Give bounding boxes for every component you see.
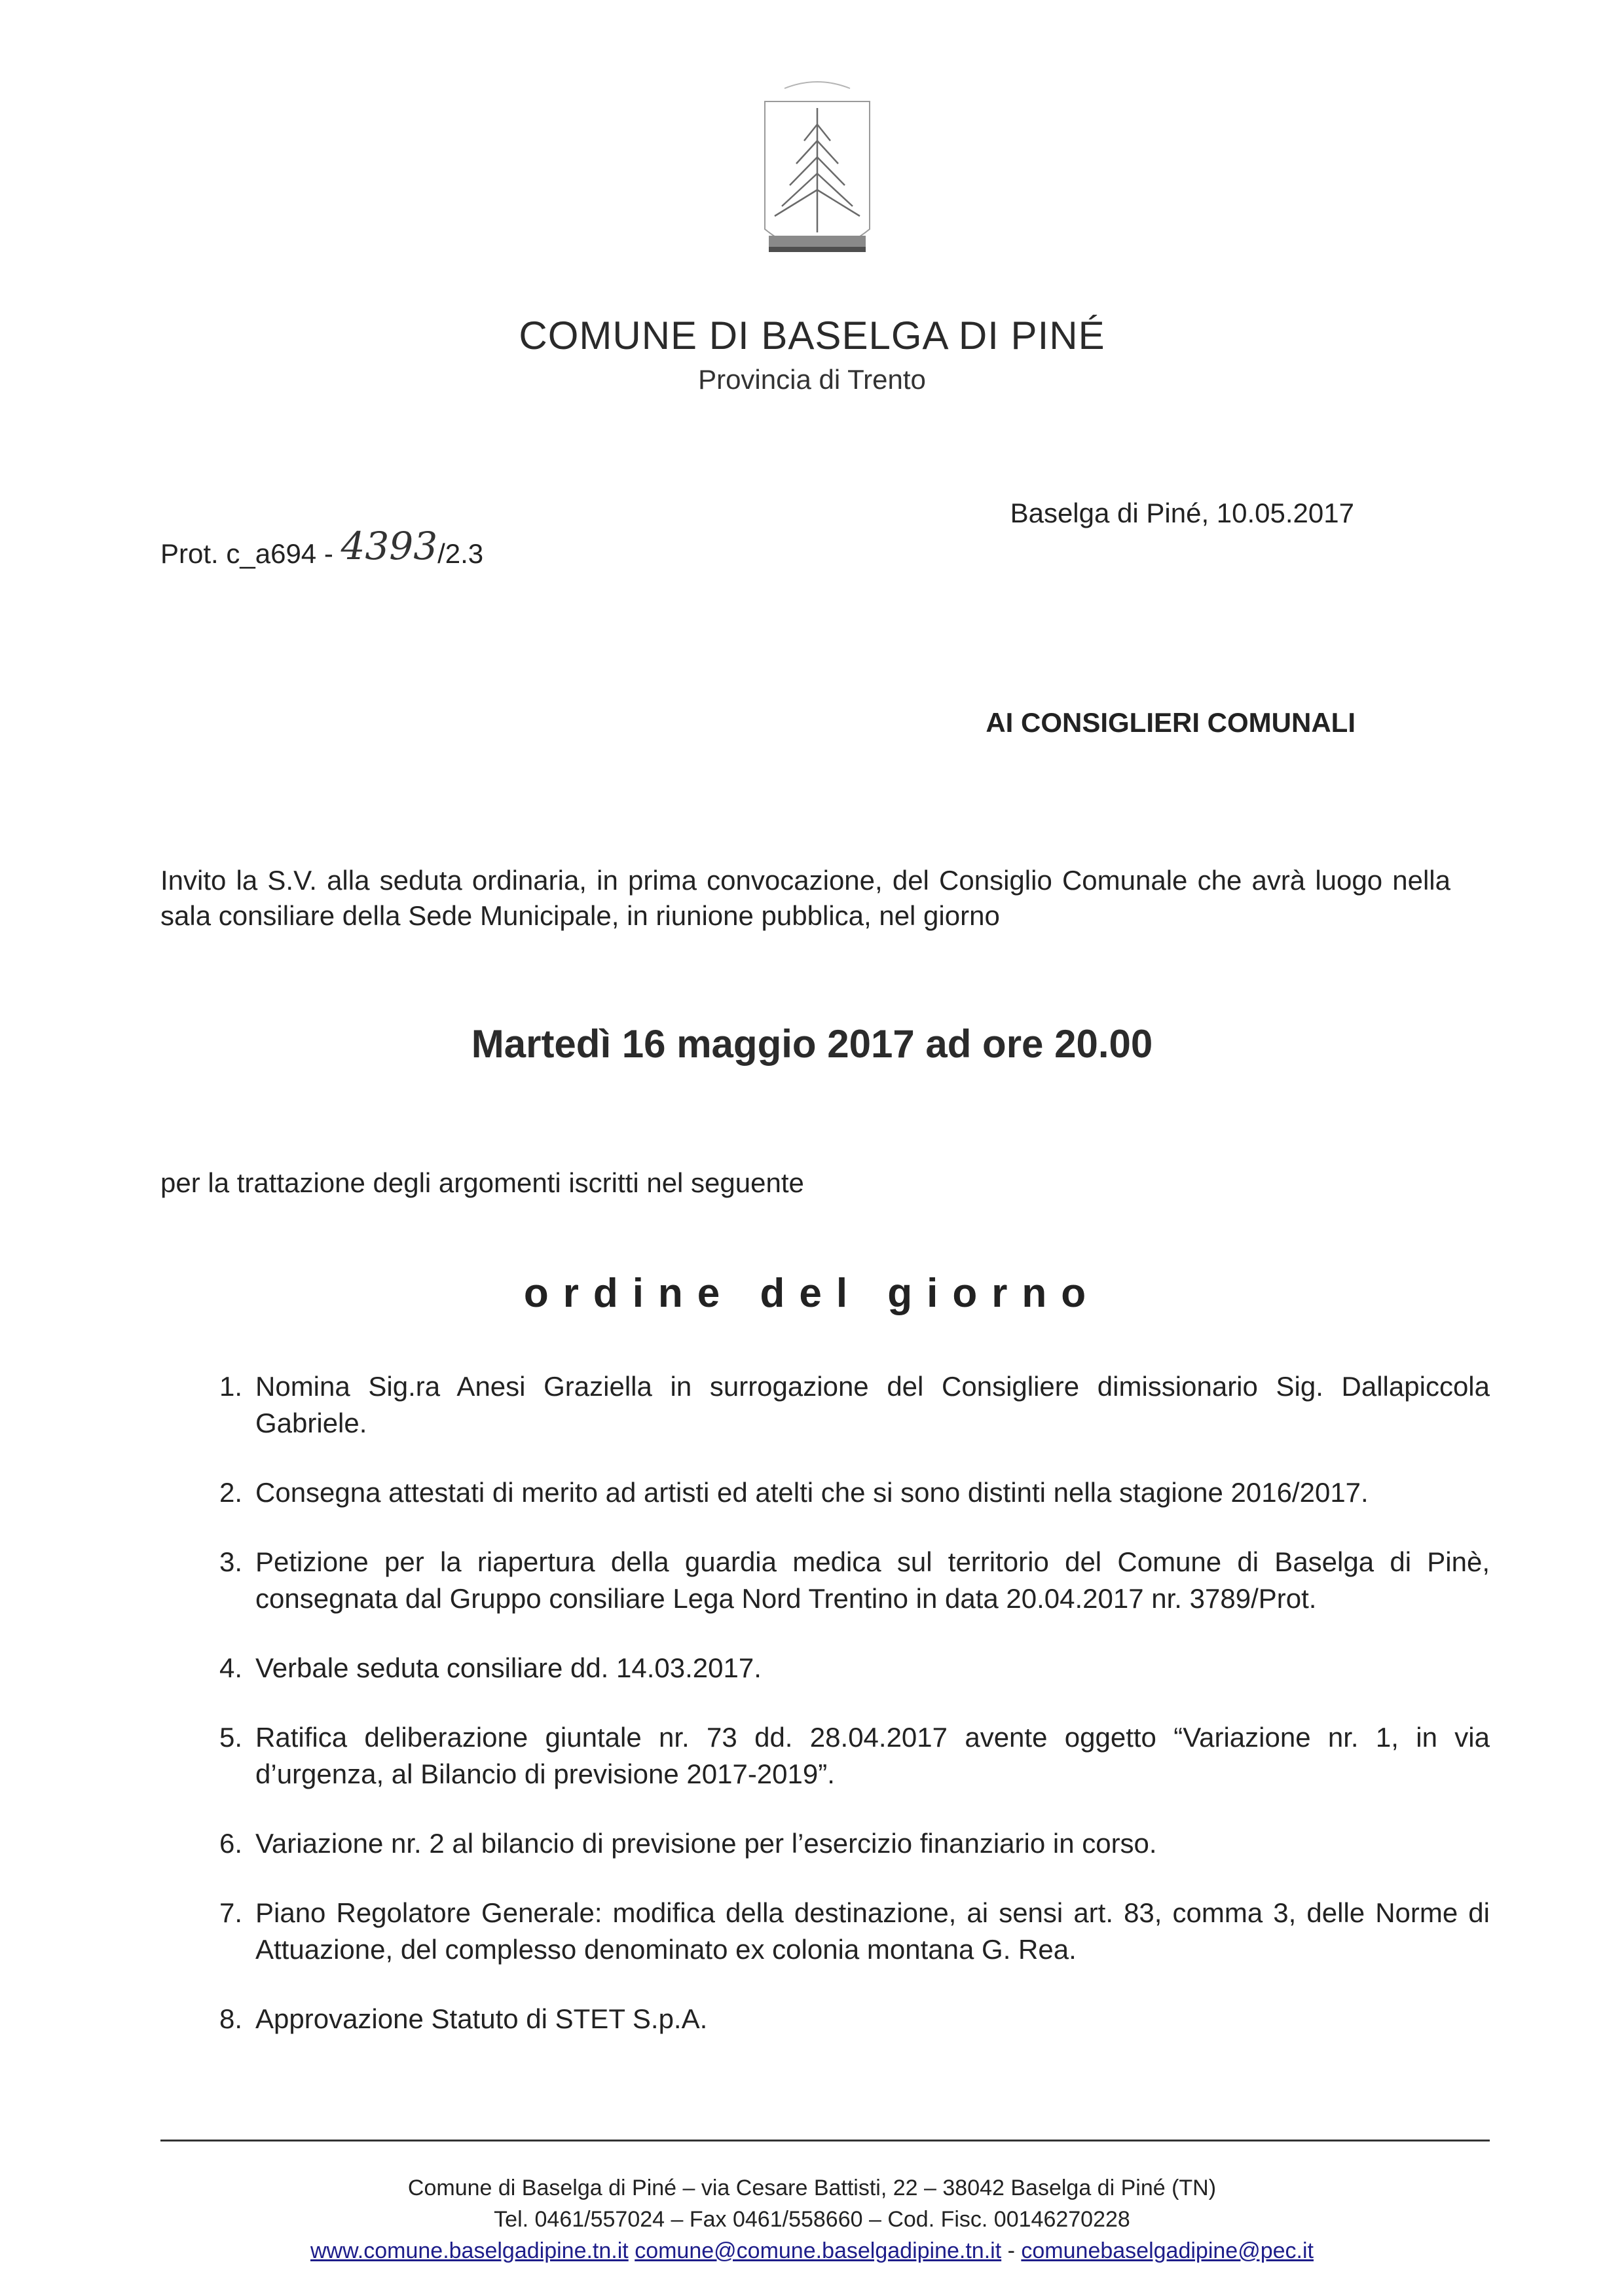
footer-separator: -: [1001, 2238, 1022, 2263]
protocol-handwritten-number: 4393: [341, 524, 438, 568]
place-date: Baselga di Piné, 10.05.2017: [1010, 498, 1354, 528]
invitation-paragraph: Invito la S.V. alla seduta ordinaria, in prima convocazione, del Consiglio Comunale che avrà luogo nella sala consiliare della Sede Municipale, in riunione pubblica, nel giorno: [160, 865, 1450, 931]
agenda-item: [200, 1895, 1490, 1968]
agenda-item-number: 2.: [219, 1477, 242, 1508]
invitation-text: [160, 863, 1450, 934]
agenda-list: [200, 1368, 1490, 2070]
agenda-item-text: Piano Regolatore Generale: modifica della destinazione, ai sensi art. 83, comma 3, delle Norme di Attuazione, del complesso denominato ex colonia montana G. Rea.: [255, 1897, 1490, 1965]
agenda-heading: ordine del giorno: [523, 1271, 1101, 1316]
province-name: Provincia di Trento: [698, 364, 926, 395]
recipients: AI CONSIGLIERI COMUNALI: [986, 707, 1356, 738]
agenda-item-text: Nomina Sig.ra Anesi Graziella in surrogazione del Consigliere dimissionario Sig. Dallapiccola Gabriele.: [255, 1371, 1490, 1438]
agenda-item-number: 3.: [219, 1546, 242, 1577]
protocol-number: [160, 524, 484, 572]
agenda-item-text: Petizione per la riapertura della guardia medica sul territorio del Comune di Baselga di Pinè, consegnata dal Gruppo consiliare Lega Nord Trentino in data 20.04.2017 nr. 3789/Prot.: [255, 1546, 1490, 1614]
coat-of-arms-tree-icon: [739, 75, 896, 278]
agenda-item-text: Variazione nr. 2 al bilancio di previsione per l’esercizio finanziario in corso.: [255, 1828, 1157, 1859]
agenda-item-text: Verbale seduta consiliare dd. 14.03.2017.: [255, 1652, 762, 1683]
agenda-item: [200, 1719, 1490, 1793]
footer-divider: [160, 2140, 1490, 2141]
agenda-item-number: 1.: [219, 1371, 242, 1402]
agenda-item-text: Approvazione Statuto di STET S.p.A.: [255, 2003, 708, 2034]
footer-contacts: Tel. 0461/557024 – Fax 0461/558660 – Cod. Fisc. 00146270228: [494, 2207, 1130, 2232]
municipality-name: COMUNE DI BASELGA DI PINÉ: [519, 314, 1105, 357]
agenda-item: [200, 2001, 1490, 2037]
agenda-item: [200, 1368, 1490, 1442]
website-link[interactable]: www.comune.baselgadipine.tn.it: [310, 2238, 629, 2263]
agenda-item-text: Consegna attestati di merito ad artisti ed atelti che si sono distinti nella stagione 2016/2017.: [255, 1477, 1369, 1508]
protocol-suffix: /2.3: [437, 538, 484, 569]
agenda-item: [200, 1650, 1490, 1686]
agenda-item-number: 7.: [219, 1897, 242, 1928]
agenda-item: [200, 1544, 1490, 1617]
meeting-date: Martedì 16 maggio 2017 ad ore 20.00: [471, 1022, 1153, 1066]
agenda-item-number: 4.: [219, 1652, 242, 1683]
agenda-item-number: 6.: [219, 1828, 242, 1859]
agenda-item: [200, 1474, 1490, 1511]
email-link[interactable]: comune@comune.baselgadipine.tn.it: [635, 2238, 1002, 2263]
footer: [0, 2172, 1624, 2267]
pec-email-link[interactable]: comunebaselgadipine@pec.it: [1021, 2238, 1314, 2263]
agenda-item-text: Ratifica deliberazione giuntale nr. 73 dd. 28.04.2017 avente oggetto “Variazione nr. 1, in via d’urgenza, al Bilancio di previsione 2017-2019”.: [255, 1722, 1490, 1789]
agenda-intro: per la trattazione degli argomenti iscritti nel seguente: [160, 1167, 804, 1198]
agenda-item-number: 5.: [219, 1722, 242, 1753]
agenda-item-number: 8.: [219, 2003, 242, 2034]
protocol-prefix: Prot. c_a694 -: [160, 538, 333, 569]
footer-address: Comune di Baselga di Piné – via Cesare Battisti, 22 – 38042 Baselga di Piné (TN): [407, 2176, 1217, 2200]
footer-links: [0, 2235, 1624, 2267]
agenda-item: [200, 1825, 1490, 1862]
